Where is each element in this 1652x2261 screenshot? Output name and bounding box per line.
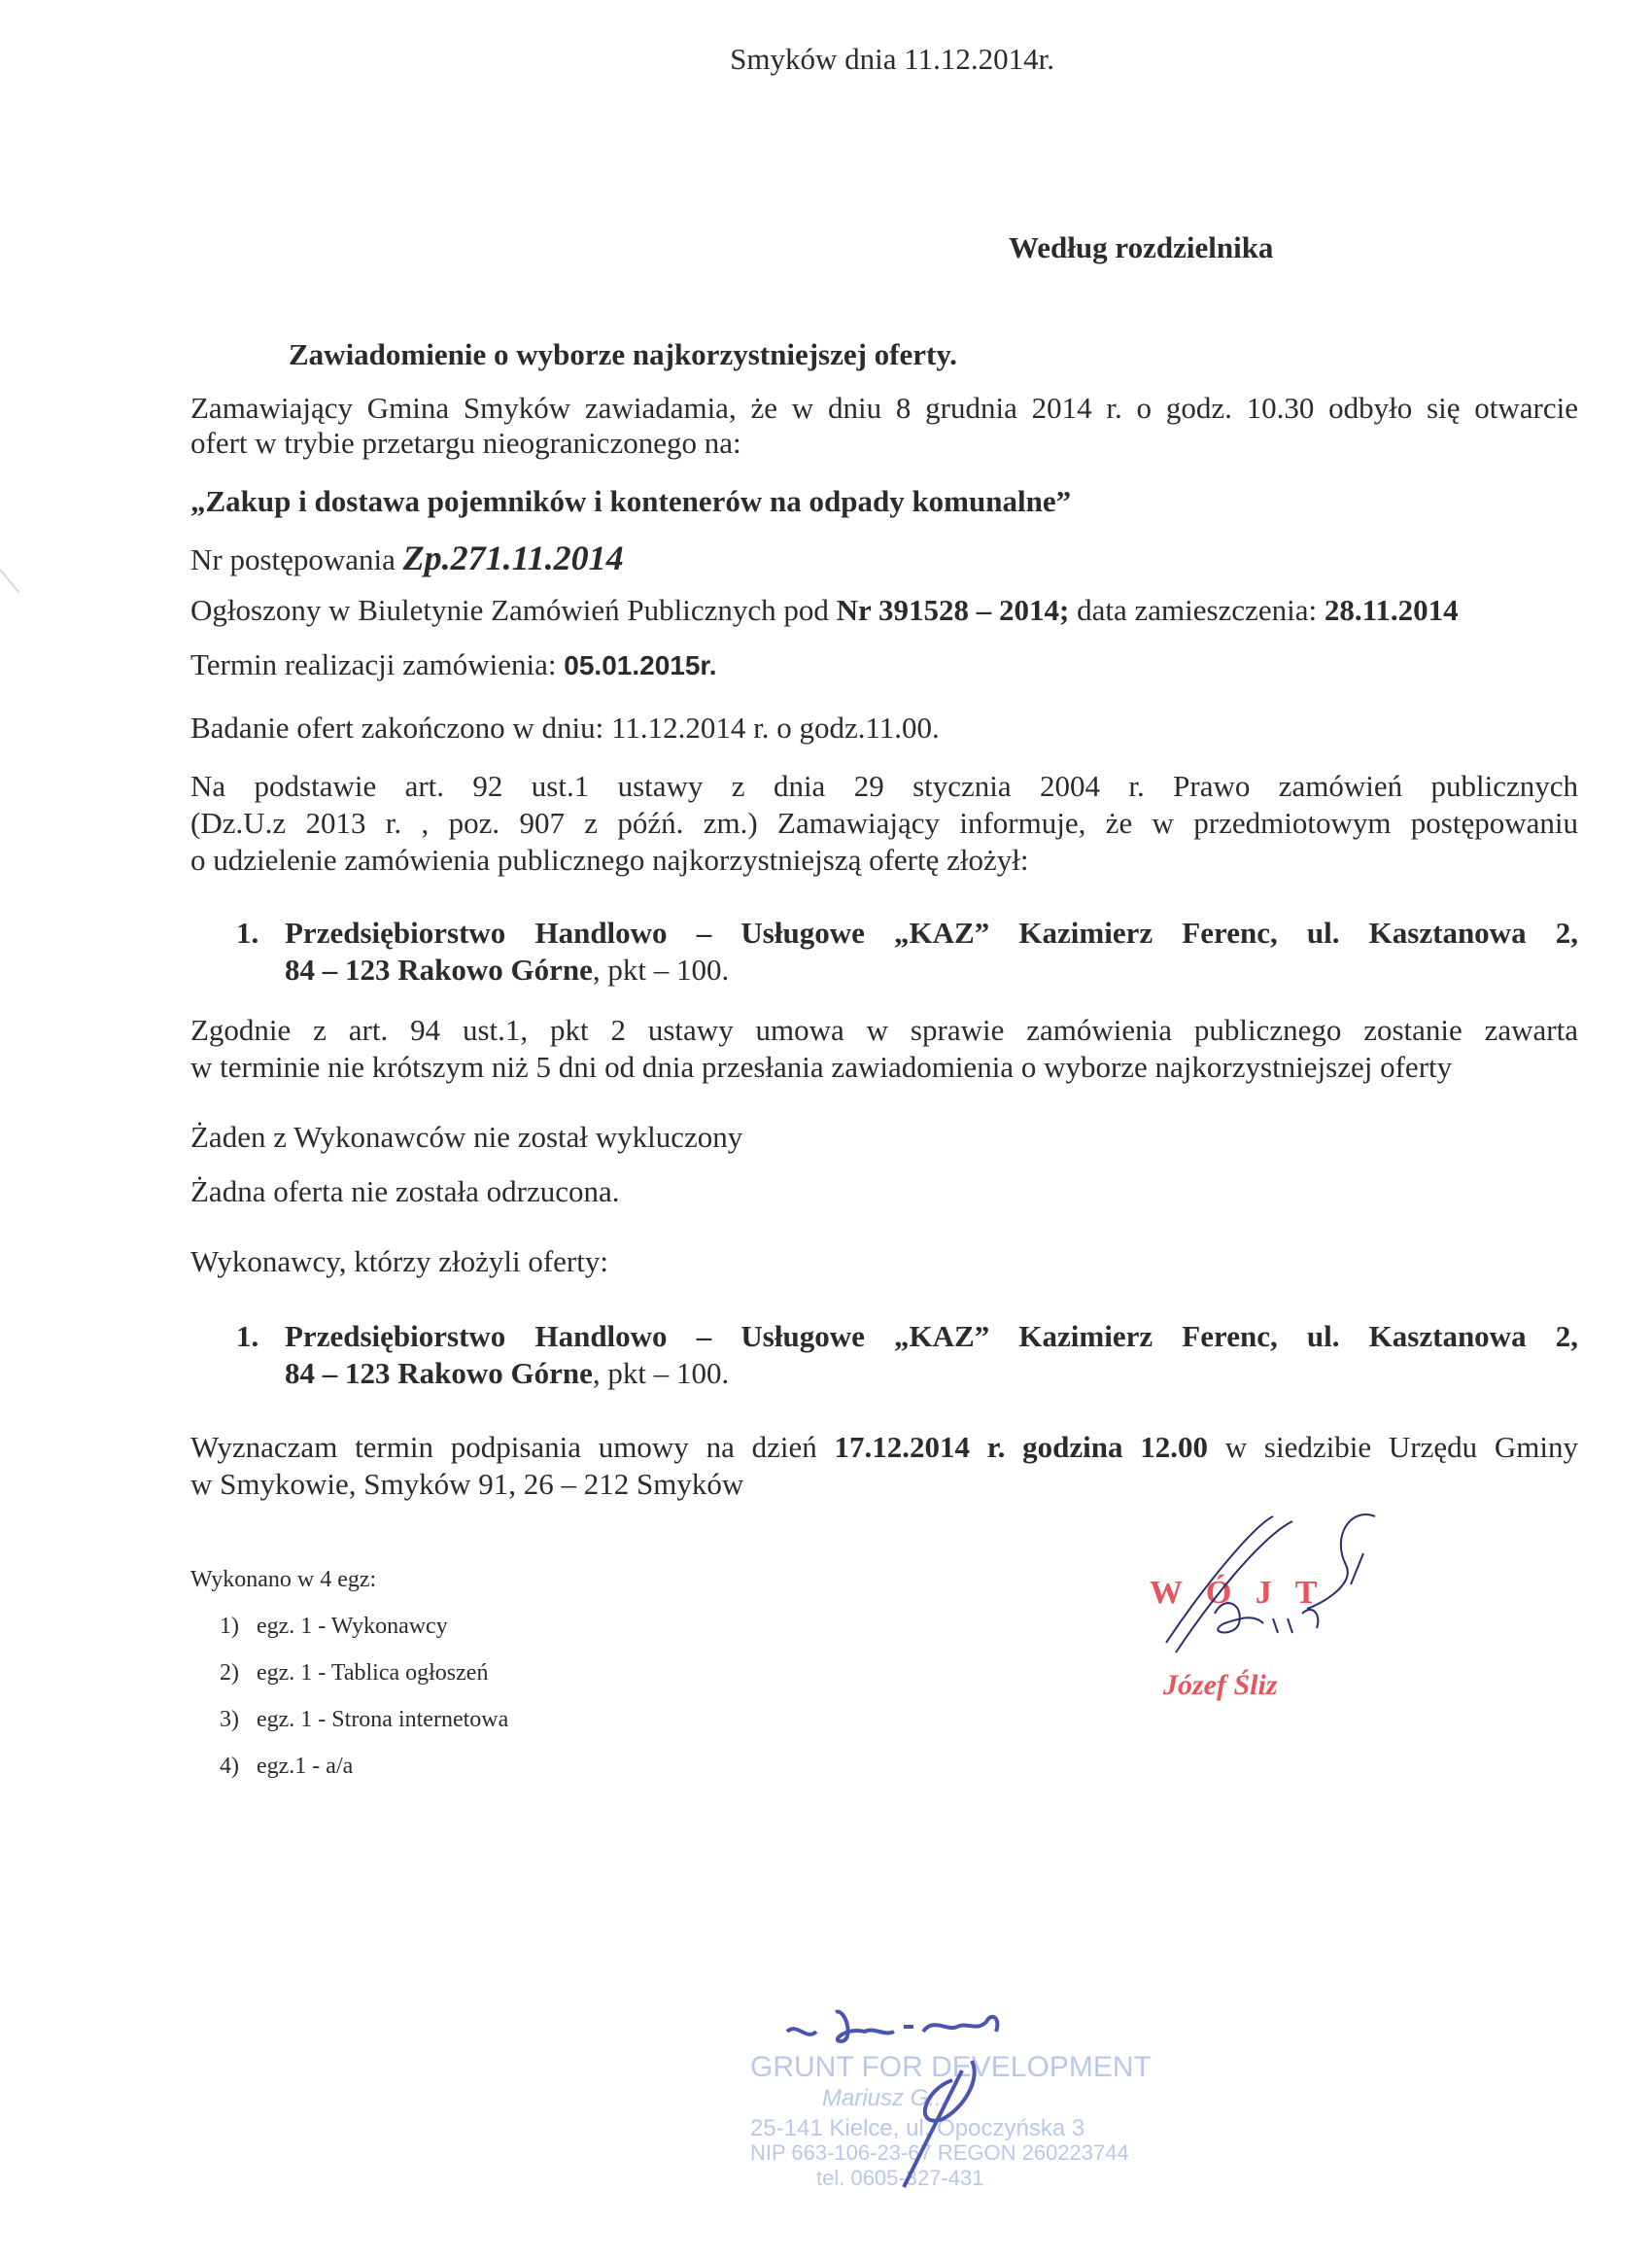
deadline-line xyxy=(190,646,717,684)
winner-line-1: Przedsiębiorstwo Handlowo – Usługowe „KAZ” Kazimierz Ferenc, ul. Kasztanowa 2, xyxy=(285,916,1578,950)
stamp-name: Józef Śliz xyxy=(1163,1669,1278,1701)
bidder-number: 1. xyxy=(236,1319,259,1353)
bulletin-date-label: data zamieszczenia: xyxy=(1069,593,1325,627)
copy-item xyxy=(220,1612,448,1641)
bidder-points: , pkt – 100. xyxy=(592,1356,730,1390)
signing-line-2: w Smykowie, Smyków 91, 26 – 212 Smyków xyxy=(190,1467,744,1501)
company-stamp-line: NIP 663-106-23-67 REGON 260223744 xyxy=(750,2140,1129,2165)
examination-line: Badanie ofert zakończono w dniu: 11.12.2014 r. o godz.11.00. xyxy=(190,711,940,745)
bulletin-number: Nr 391528 – 2014; xyxy=(836,593,1070,627)
copies-heading: Wykonano w 4 egz: xyxy=(190,1567,377,1592)
copy-item-number: 4) xyxy=(220,1754,239,1779)
company-signature-icon xyxy=(777,2002,1069,2197)
winner-number: 1. xyxy=(236,916,259,950)
deadline-date: 05.01.2015r. xyxy=(564,650,717,680)
copy-item-number: 1) xyxy=(220,1614,239,1639)
bidder-line-2 xyxy=(285,1355,729,1392)
document-title: Zawiadomienie o wyborze najkorzystniejszej oferty. xyxy=(289,337,957,371)
company-stamp-line: GRUNT FOR DEVELOPMENT xyxy=(750,2051,1152,2083)
signing-datetime: 17.12.2014 r. godzina 12.00 xyxy=(834,1430,1209,1464)
bidder-line-1: Przedsiębiorstwo Handlowo – Usługowe „KAZ” Kazimierz Ferenc, ul. Kasztanowa 2, xyxy=(285,1319,1578,1353)
legal-basis-line-3: o udzielenie zamówienia publicznego najkorzystniejszą ofertę złożył: xyxy=(190,843,1029,877)
bulletin-prefix: Ogłoszony w Biuletynie Zamówień Publicznych pod xyxy=(190,593,837,627)
signature-icon xyxy=(1147,1497,1399,1691)
winner-address: 84 – 123 Rakowo Górne xyxy=(285,953,593,987)
intro-line-1: Zamawiający Gmina Smyków zawiadamia, że w dniu 8 grudnia 2014 r. o godz. 10.30 odbyło się otwarcie xyxy=(190,391,1578,425)
copy-item-number: 3) xyxy=(220,1707,239,1732)
signing-suffix: w siedzibie Urzędu Gminy xyxy=(1208,1430,1578,1464)
winner-points: , pkt – 100. xyxy=(592,953,730,987)
order-subject: „Zakup i dostawa pojemników i kontenerów na odpady komunalne” xyxy=(190,484,1072,518)
bulletin-line xyxy=(190,592,1459,629)
company-stamp-line: 25-141 Kielce, ul. Opoczyńska 3 xyxy=(750,2115,1085,2141)
stamp-title: W Ó J T xyxy=(1150,1575,1325,1611)
contract-clause-line-2: w terminie nie krótszym niż 5 dni od dnia przesłania zawiadomienia o wyborze najkorzystniejszej oferty xyxy=(190,1050,1453,1084)
copy-item xyxy=(220,1705,508,1734)
place-date: Smyków dnia 11.12.2014r. xyxy=(730,42,1054,76)
legal-basis-line-1: Na podstawie art. 92 ust.1 ustawy z dnia 29 stycznia 2004 r. Prawo zamówień publicznych xyxy=(190,769,1578,803)
copy-item-text: egz.1 - a/a xyxy=(257,1754,354,1779)
procedure-number-line xyxy=(190,539,624,578)
no-rejections: Żadna oferta nie została odrzucona. xyxy=(190,1174,620,1208)
intro-line-2: ofert w trybie przetargu nieograniczonego na: xyxy=(190,426,741,460)
company-stamp-line: tel. 0605-327-431 xyxy=(816,2166,984,2190)
copy-item-text: egz. 1 - Strona internetowa xyxy=(257,1707,509,1732)
copy-item-text: egz. 1 - Wykonawcy xyxy=(257,1614,448,1639)
signing-prefix: Wyznaczam termin podpisania umowy na dzień xyxy=(190,1430,835,1464)
bidder-address: 84 – 123 Rakowo Górne xyxy=(285,1356,593,1390)
procedure-label: Nr postępowania xyxy=(190,542,403,576)
procedure-number: Zp.271.11.2014 xyxy=(402,539,624,577)
deadline-label: Termin realizacji zamówienia: xyxy=(190,647,565,681)
company-stamp-line: Mariusz G... xyxy=(822,2085,948,2111)
scan-margin-mark xyxy=(0,569,19,592)
copy-item xyxy=(220,1658,488,1687)
no-exclusions: Żaden z Wykonawców nie został wykluczony xyxy=(190,1120,743,1154)
legal-basis-line-2: (Dz.U.z 2013 r. , poz. 907 z późń. zm.) Zamawiający informuje, że w przedmiotowym postępowaniu xyxy=(190,806,1578,840)
signing-line-1 xyxy=(190,1429,1578,1466)
winner-line-2 xyxy=(285,952,729,989)
bulletin-date: 28.11.2014 xyxy=(1324,593,1459,627)
copy-item xyxy=(220,1752,353,1781)
contract-clause-line-1: Zgodnie z art. 94 ust.1, pkt 2 ustawy umowa w sprawie zamówienia publicznego zostanie zawarta xyxy=(190,1013,1578,1047)
recipient: Według rozdzielnika xyxy=(1009,230,1274,264)
copy-item-number: 2) xyxy=(220,1660,239,1686)
copy-item-text: egz. 1 - Tablica ogłoszeń xyxy=(257,1660,489,1686)
bidders-heading: Wykonawcy, którzy złożyli oferty: xyxy=(190,1244,608,1278)
